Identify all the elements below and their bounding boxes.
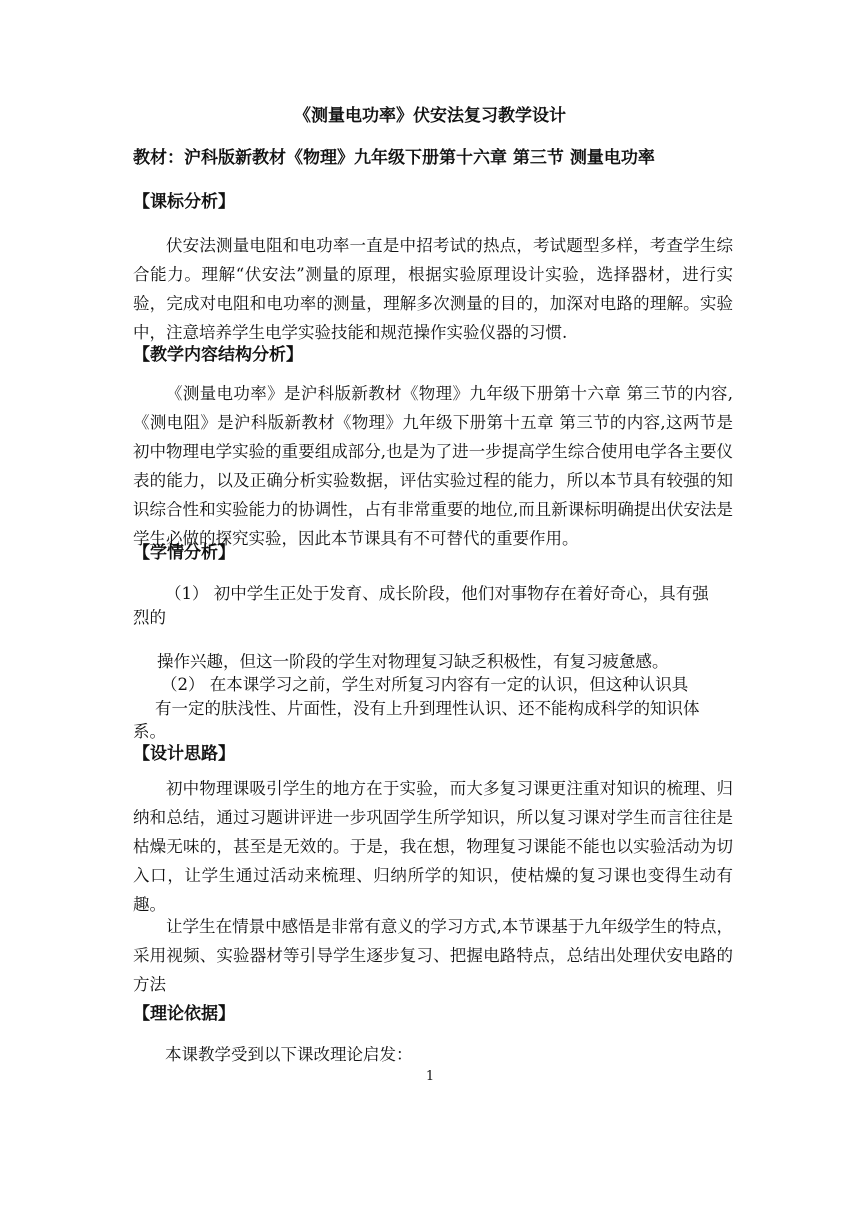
paragraph-content-structure: 《测量电功率》是沪科版新教材《物理》九年级下册第十六章 第三节的内容,《测电阻》是沪科版新教材《物理》九年级下册第十五章 第三节的内容,这两节是初中物理电学实验的重要组成部分,也是为了进一步提高学生综合使用电学各主要仪表的能力，以及正确分析实验数据，评估实验过程的能力，所以本节具有较强的知识综合性和实验能力的协调性，占有非常重要的地位,而且新课标明确提出伏安法是学生必做的探究实验，因此本节课具有不可替代的重要作用。 (133, 384, 733, 548)
student-item-2-line-2: 有一定的肤浅性、片面性，没有上升到理性认识、还不能构成科学的知识体 (155, 699, 700, 718)
heading-curriculum: 【课标分析】 (133, 192, 235, 212)
heading-content-structure: 【教学内容结构分析】 (133, 345, 303, 365)
student-item-2-line-3: 系。 (133, 722, 166, 741)
heading-student-analysis: 【学情分析】 (133, 543, 235, 563)
paragraph-design-idea-2: 让学生在情景中感悟是非常有意义的学习方式,本节课基于九年级学生的特点，采用视频、实验器材等引导学生逐步复习、把握电路特点，总结出处理伏安电路的方法 (133, 917, 733, 994)
paragraph-curriculum: 伏安法测量电阻和电功率一直是中招考试的热点，考试题型多样，考查学生综合能力。理解“伏安法”测量的原理，根据实验原理设计实验，选择器材，进行实验，完成对电阻和电功率的测量，理解多次测量的目的，加深对电路的理解。实验中，注意培养学生电学实验技能和规范操作实验仪器的习惯. (133, 236, 733, 342)
heading-design-idea: 【设计思路】 (133, 744, 235, 764)
page-number: 1 (425, 1069, 435, 1084)
textbook-info: 教材：沪科版新教材《物理》九年级下册第十六章 第三节 测量电功率 (133, 148, 655, 168)
document-title: 《测量电功率》伏安法复习教学设计 (294, 106, 566, 126)
student-item-1-line-3: 操作兴趣，但这一阶段的学生对物理复习缺乏积极性，有复习疲惫感。 (157, 652, 669, 671)
student-item-1-line-1: （1） 初中学生正处于发育、成长阶段，他们对事物存在着好奇心，具有强 (165, 584, 709, 603)
student-item-2-line-1: （2） 在本课学习之前，学生对所复习内容有一定的认识，但这种认识具 (161, 675, 689, 694)
heading-theory-basis: 【理论依据】 (133, 1004, 235, 1024)
paragraph-theory-basis: 本课教学受到以下课改理论启发： (165, 1045, 413, 1064)
student-item-1-line-2: 烈的 (133, 608, 166, 627)
paragraph-design-idea-1: 初中物理课吸引学生的地方在于实验，而大多复习课更注重对知识的梳理、归纳和总结，通过习题讲评进一步巩固学生所学知识，所以复习课对学生而言往往是枯燥无味的，甚至是无效的。于是，我在想，物理复习课能不能也以实验活动为切入口，让学生通过活动来梳理、归纳所学的知识，使枯燥的复习课也变得生动有趣。 (133, 779, 733, 914)
